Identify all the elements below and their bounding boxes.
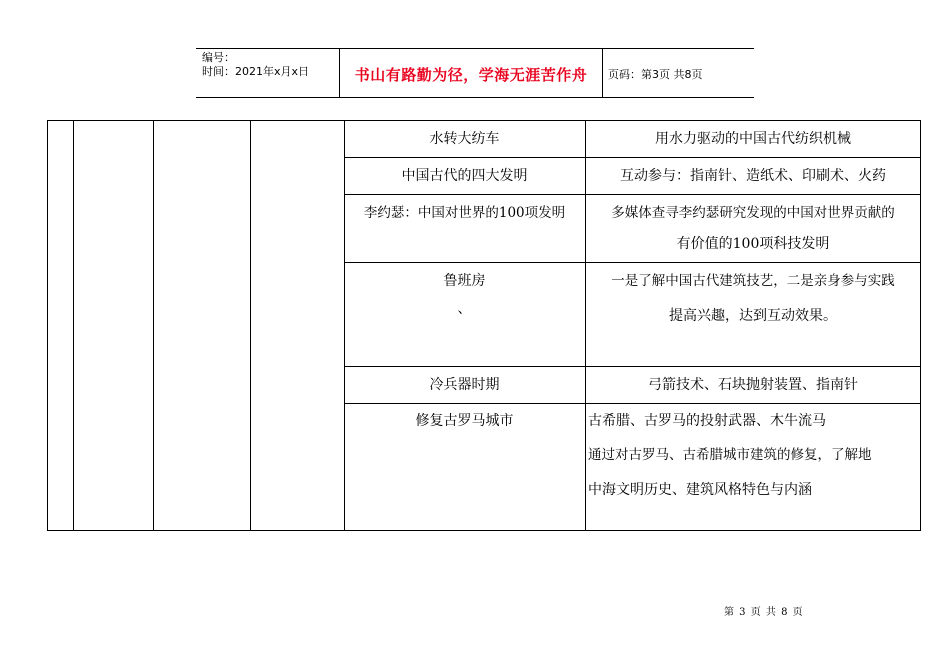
header-motto: 书山有路勤为径，学海无涯苦作舟: [354, 66, 588, 84]
page-footer: 第 3 页 共 8 页: [724, 607, 804, 618]
table-cell-desc: 中海文明历史、建筑风格特色与内涵: [588, 482, 812, 498]
table-cell-desc: 古希腊、古罗马的投射武器、木牛流马: [588, 413, 826, 429]
page-header: [196, 48, 754, 98]
table-cell-desc: 通过对古罗马、古希腊城市建筑的修复，了解地: [588, 447, 872, 463]
table-cell-item: 李约瑟：中国对世界的100项发明: [363, 205, 566, 221]
header-divider: [602, 49, 603, 97]
table-cell-item: 中国古代的四大发明: [401, 168, 528, 184]
table-cell-item-extra: 、: [457, 301, 472, 317]
table-border: [73, 121, 74, 530]
table-cell-item: 鲁班房: [443, 273, 486, 289]
table-border: [344, 157, 921, 158]
table-cell-desc: 多媒体查寻李约瑟研究发现的中国对世界贡献的: [611, 205, 895, 221]
table-border: [250, 121, 251, 530]
table-border: [344, 366, 921, 367]
header-page-info: 页码：第3页 共8页: [608, 68, 703, 81]
table-cell-item: 冷兵器时期: [429, 377, 500, 393]
table-cell-desc: 用水力驱动的中国古代纺织机械: [655, 131, 851, 147]
table-cell-desc: 有价值的100项科技发明: [676, 236, 830, 252]
header-meta: [202, 51, 309, 79]
table-border: [344, 194, 921, 195]
table-border: [344, 262, 921, 263]
table-border: [344, 403, 921, 404]
table-border: [153, 121, 154, 530]
content-table: [47, 120, 921, 531]
table-cell-desc: 互动参与：指南针、造纸术、印刷术、火药: [620, 168, 886, 184]
table-cell-desc: 提高兴趣，达到互动效果。: [669, 308, 837, 324]
table-cell-desc: 一是了解中国古代建筑技艺，二是亲身参与实践: [611, 273, 895, 289]
code-label: 编号：: [202, 51, 235, 64]
table-cell-item: 修复古罗马城市: [415, 413, 514, 429]
table-cell-item: 水转大纺车: [429, 131, 500, 147]
table-cell-desc: 弓箭技术、石块抛射装置、指南针: [648, 377, 858, 393]
time-label: 时间：2021年x月x日: [202, 65, 310, 78]
